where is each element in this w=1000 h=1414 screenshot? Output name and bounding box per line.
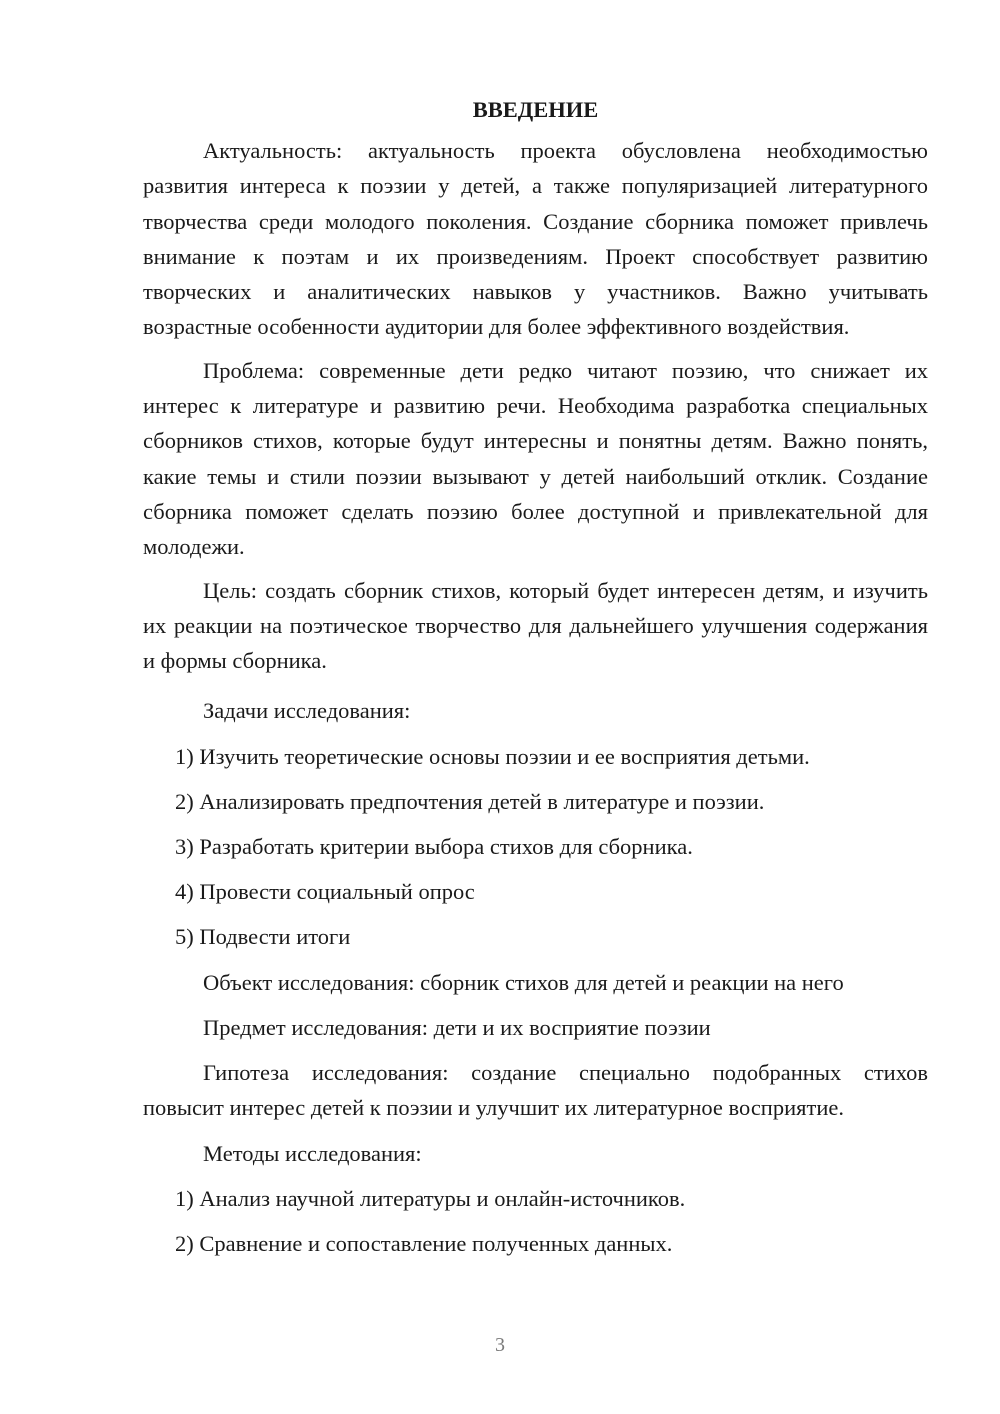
methods-heading: Методы исследования: <box>203 1140 422 1166</box>
page-title: ВВЕДЕНИЕ <box>472 97 599 122</box>
hypothesis-paragraph: Гипотеза исследования: создание специально подобранных стихов повысит интерес детей к поэзии и улучшит их литературное восприятие. <box>143 1060 928 1121</box>
method-item: 1) Анализ научной литературы и онлайн-источников. <box>175 1185 686 1211</box>
relevance-paragraph: Актуальность: актуальность проекта обусловлена необходимостью развития интереса к поэзии у детей, а также популяризацией литературного творчества среди молодого поколения. Создание сборника поможет привлечь внимание к поэтам и их произведениям. Проект способствует развитию творческих и аналитических навыков у участников. Важно учитывать возрастные особенности аудитории для более эффективного воздействия. <box>143 138 928 340</box>
task-item: 1) Изучить теоретические основы поэзии и ее восприятия детьми. <box>175 743 810 769</box>
task-item: 4) Провести социальный опрос <box>175 879 475 905</box>
task-item: 5) Подвести итоги <box>175 924 351 950</box>
tasks-heading: Задачи исследования: <box>203 698 411 724</box>
method-item: 2) Сравнение и сопоставление полученных данных. <box>175 1231 673 1257</box>
problem-paragraph: Проблема: современные дети редко читают поэзию, что снижает их интерес к литературе и развитию речи. Необходима разработка специальных сборников стихов, которые будут интересны и понятны детям. Важно понять, какие темы и стили поэзии вызывают у детей наибольший отклик. Создание сборника поможет сделать поэзию более доступной и привлекательной для молодежи. <box>143 357 928 560</box>
page-number: 3 <box>495 1334 505 1356</box>
task-item: 2) Анализировать предпочтения детей в литературе и поэзии. <box>175 788 765 814</box>
task-item: 3) Разработать критерии выбора стихов для сборника. <box>175 834 693 860</box>
research-subject: Предмет исследования: дети и их восприятие поэзии <box>203 1014 711 1040</box>
document-page <box>143 92 928 1266</box>
goal-paragraph: Цель: создать сборник стихов, который будет интересен детям, и изучить их реакции на поэтическое творчество для дальнейшего улучшения содержания и формы сборника. <box>143 577 928 674</box>
research-object: Объект исследования: сборник стихов для детей и реакции на него <box>203 969 844 995</box>
